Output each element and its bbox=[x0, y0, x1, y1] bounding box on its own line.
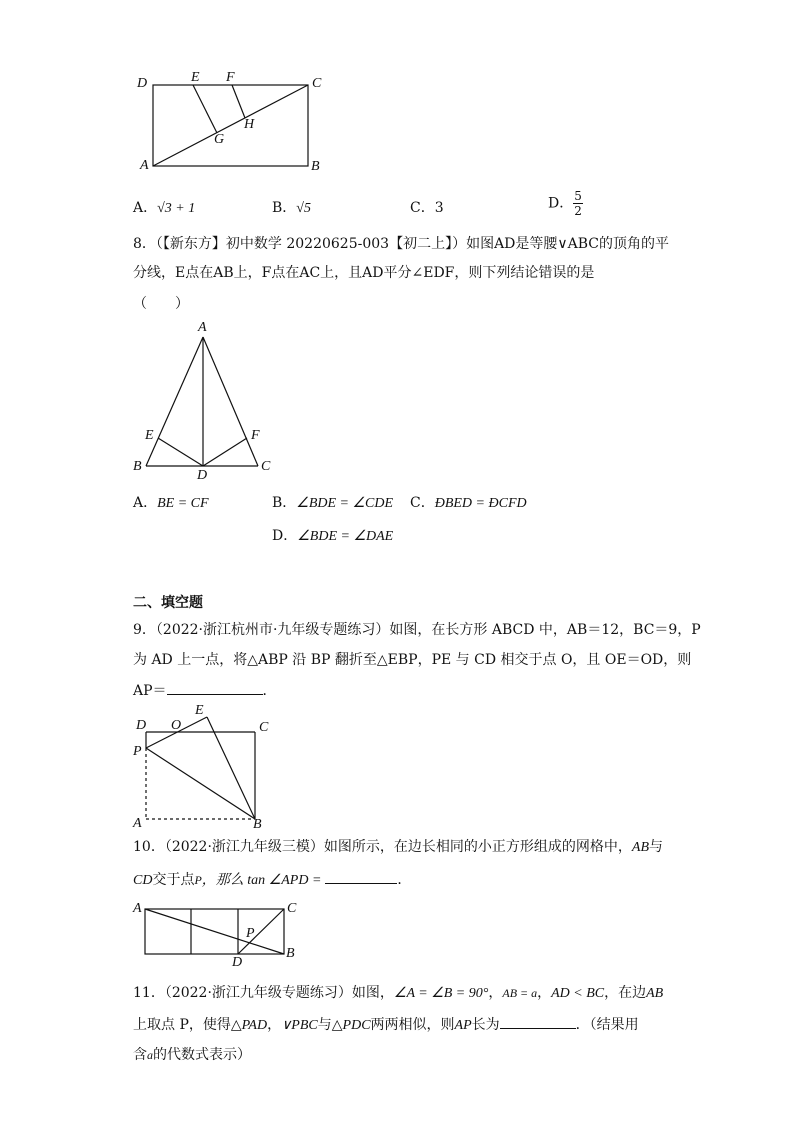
q11-text: 含 bbox=[133, 1047, 147, 1063]
math-ap: AP bbox=[454, 1018, 472, 1033]
label-b: B bbox=[311, 159, 320, 174]
option-value: √5 bbox=[296, 201, 311, 216]
label-b: B bbox=[133, 459, 142, 474]
option-value: ∠BDE = ∠CDE bbox=[296, 496, 394, 511]
label-d: D bbox=[232, 955, 243, 970]
label-f: F bbox=[226, 70, 235, 85]
q8-stem-line2: 分线，E点在AB上，F点在AC上，且AD平分∠EDF，则下列结论错误的是 bbox=[133, 265, 595, 281]
option-letter: C． bbox=[410, 495, 435, 511]
label-a: A bbox=[140, 158, 149, 173]
label-f: F bbox=[251, 428, 260, 443]
math-p: P bbox=[194, 873, 202, 887]
math-ab: AB bbox=[631, 840, 650, 855]
fraction-numerator: 5 bbox=[574, 189, 582, 203]
option-letter: D． bbox=[548, 195, 574, 212]
label-d: D bbox=[136, 718, 147, 733]
label-c: C bbox=[312, 76, 322, 91]
math-angles: ∠A = ∠B = 90° bbox=[393, 986, 489, 1001]
label-c: C bbox=[261, 459, 271, 474]
q11-text: 的代数式表示） bbox=[153, 1047, 251, 1063]
option-letter: B． bbox=[272, 495, 297, 511]
q11-stem-line1 bbox=[133, 983, 663, 1004]
q9-stem-line2: 为 AD 上一点，将△ABP 沿 BP 翻折至△EBP，PE 与 CD 相交于点 O，且 OE＝OD，则 bbox=[133, 652, 692, 668]
q11-text: 上取点 P，使得△ bbox=[133, 1017, 242, 1033]
math-a: a bbox=[147, 1048, 153, 1062]
option-value: BE = CF bbox=[157, 496, 209, 511]
q11-text: 两两相似，则 bbox=[370, 1017, 455, 1033]
option-letter: A． bbox=[133, 495, 158, 511]
option-letter: A． bbox=[133, 200, 158, 216]
q11-answer-blank[interactable] bbox=[500, 1014, 576, 1029]
math-ab: AB bbox=[646, 986, 664, 1001]
q11-stem-line3 bbox=[133, 1045, 251, 1065]
math-pbc: ∨PBC bbox=[281, 1018, 318, 1033]
q8-stem-line1: 8．（【新东方】初中数学 20220625-003【初二上】）如图AD是等腰∨ABC的顶角的平 bbox=[133, 236, 670, 252]
label-c: C bbox=[287, 901, 297, 916]
label-h: H bbox=[244, 117, 255, 132]
label-a: A bbox=[198, 320, 207, 335]
label-b: B bbox=[286, 946, 295, 961]
segment-cd bbox=[238, 909, 284, 954]
label-e: E bbox=[145, 428, 154, 443]
q11-text: 11．（2022·浙江九年级专题练习）如图， bbox=[133, 985, 394, 1001]
q11-text: 与△ bbox=[317, 1017, 343, 1033]
label-e: E bbox=[191, 70, 200, 85]
label-a: A bbox=[133, 901, 142, 916]
q10-text: 10．（2022·浙江九年级三模）如图所示，在边长相同的小正方形组成的网格中， bbox=[133, 839, 632, 855]
q11-text: ，在边 bbox=[604, 985, 647, 1001]
q9-answer-suffix: ． bbox=[262, 683, 277, 699]
q11-text: ， bbox=[488, 985, 503, 1001]
option-letter: D． bbox=[272, 528, 298, 544]
label-g: G bbox=[214, 132, 225, 147]
label-a: A bbox=[133, 816, 142, 831]
option-letter: B． bbox=[272, 200, 297, 216]
q9-answer-prefix: AP＝ bbox=[133, 683, 167, 699]
option-value: √3 + 1 bbox=[157, 201, 196, 216]
fraction-denominator: 2 bbox=[574, 204, 582, 218]
q11-text: 长为 bbox=[471, 1017, 500, 1033]
math-pdc: PDC bbox=[342, 1018, 371, 1033]
label-o: O bbox=[171, 718, 182, 733]
q8-stem-line3: （ ） bbox=[133, 296, 189, 312]
math-ab-a: AB = a bbox=[502, 986, 538, 1000]
section-title-fill-in: 二、填空题 bbox=[133, 595, 203, 611]
q11-text: ．（结果用 bbox=[575, 1017, 639, 1033]
segment-ab bbox=[145, 909, 284, 954]
q11-text: ， bbox=[537, 985, 552, 1001]
label-c: C bbox=[259, 720, 269, 735]
q10-text: 与 bbox=[649, 839, 664, 855]
q11-stem-line2 bbox=[133, 1014, 639, 1036]
q10-text: ． bbox=[397, 872, 412, 888]
label-b: B bbox=[253, 817, 262, 832]
label-p: P bbox=[133, 744, 142, 759]
label-d: D bbox=[137, 76, 148, 91]
option-value: ÐBED = ÐCFD bbox=[434, 496, 527, 511]
math-pad: PAD bbox=[241, 1018, 268, 1033]
label-e: E bbox=[195, 703, 204, 718]
label-p: P bbox=[246, 926, 255, 941]
math-tan: ，那么 tan ∠APD = bbox=[201, 873, 322, 888]
q10-text: 交于点 bbox=[152, 872, 195, 888]
option-letter: C． bbox=[410, 200, 435, 216]
option-value: ∠BDE = ∠DAE bbox=[297, 529, 394, 544]
label-d: D bbox=[197, 468, 208, 483]
q11-text: ， bbox=[267, 1017, 282, 1033]
math-ad-bc: AD < BC bbox=[551, 986, 605, 1001]
option-value: 3 bbox=[434, 200, 444, 216]
math-cd: CD bbox=[133, 873, 153, 888]
q9-stem-line1: 9．（2022·浙江杭州市·九年级专题练习）如图，在长方形 ABCD 中，AB＝12，BC＝9，P bbox=[133, 622, 701, 638]
